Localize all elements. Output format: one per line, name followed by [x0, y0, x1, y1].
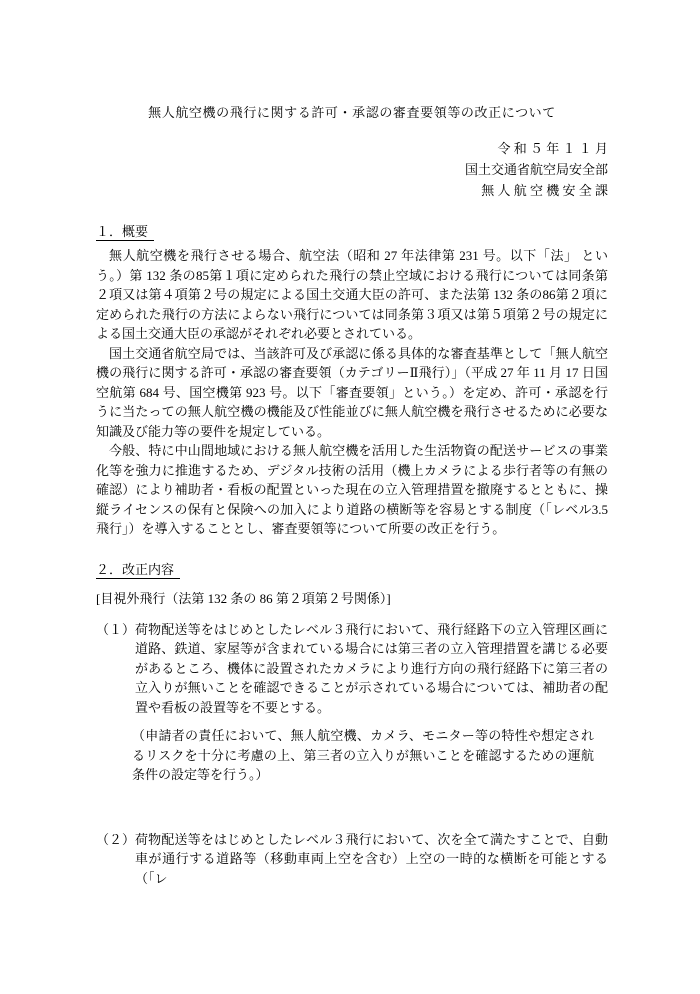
- revision-item-1-marker: （１）: [96, 621, 136, 637]
- section-revision-heading-text: ２．改正内容: [96, 562, 180, 579]
- revision-item-2: [96, 830, 608, 889]
- overview-paragraph-1: 無人航空機を飛行させる場合、航空法（昭和 27 年法律第 231 号。以下「法」 という。）第 132 条の85第１項に定められた飛行の禁止空域における飛行については同条第２項又は第４項第２号の規定による国土交通大臣の許可、また法第 132 条の86第２項に定められた飛行の方法によらない飛行については同条第３項又は第５項第２号の規定による国土交通大臣の承認がそれぞれ必要とされている。: [96, 248, 608, 341]
- doc-date: 令 和 ５ 年 １ １ 月: [497, 140, 608, 156]
- revision-item-1-text: 荷物配送等をはじめとしたレベル３飛行において、飛行経路下の立入管理区画に道路、鉄道、家屋等が含まれている場合には第三者の立入管理措置を講じる必要があるところ、機体に設置されたカメラにより進行方向の飛行経路下に第三者の立入りが無いことを確認できることが示されている場合については、補助者の配置や看板の設置等を不要とする。: [135, 621, 608, 715]
- revision-item-2-marker: （２）: [96, 831, 136, 847]
- doc-title: 無人航空機の飛行に関する許可・承認の審査要領等の改正について: [148, 105, 556, 120]
- overview-paragraph-2: 国土交通省航空局では、当該許可及び承認に係る具体的な審査基準として「無人航空機の飛行に関する許可・承認の審査要領（カテゴリーⅡ飛行）」（平成 27 年 11 月 17 日国空航第 684 号、国空機第 923 号。以下「審査要領」という。）を定め、許可・承認を行うに当たっての無人航空機の機能及び性能並びに無人航空機を飛行させるために必要な知識及び能力等の要件を規定している。: [96, 345, 608, 439]
- revision-item-1: [96, 620, 608, 718]
- section-revision-heading: [96, 560, 608, 580]
- revision-scope: [目視外飛行（法第 132 条の 86 第２項第２号関係）]: [96, 591, 391, 606]
- section-overview-heading-text: １．概要: [96, 224, 154, 241]
- doc-division: 無 人 航 空 機 安 全 課: [481, 182, 608, 198]
- overview-paragraph-3: 今般、特に中山間地域における無人航空機を活用した生活物資の配送サービスの事業化等を強力に推進するため、デジタル技術の活用（機上カメラによる歩行者等の有無の確認）により補助者・看板の配置といった現在の立入管理措置を撤廃するとともに、操縦ライセンスの保有と保険への加入により道路の横断等を容易とする制度（「レベル3.5飛行」）を導入することとし、審査要領等について所要の改正を行う。: [96, 443, 608, 536]
- doc-department: 国土交通省航空局安全部: [464, 161, 608, 177]
- revision-item-1-note: （申請者の責任において、無人航空機、カメラ、モニター等の特性や想定されるリスクを十分に考慮の上、第三者の立入りが無いことを確認するための運航条件の設定等を行う。）: [132, 728, 594, 782]
- revision-item-2-text: 荷物配送等をはじめとしたレベル３飛行において、次を全て満たすことで、自動車が通行する道路等（移動車両上空を含む）上空の一時的な横断を可能とする（「レ: [135, 831, 608, 886]
- section-overview-heading: [96, 222, 608, 242]
- doc-header-block: [96, 138, 608, 201]
